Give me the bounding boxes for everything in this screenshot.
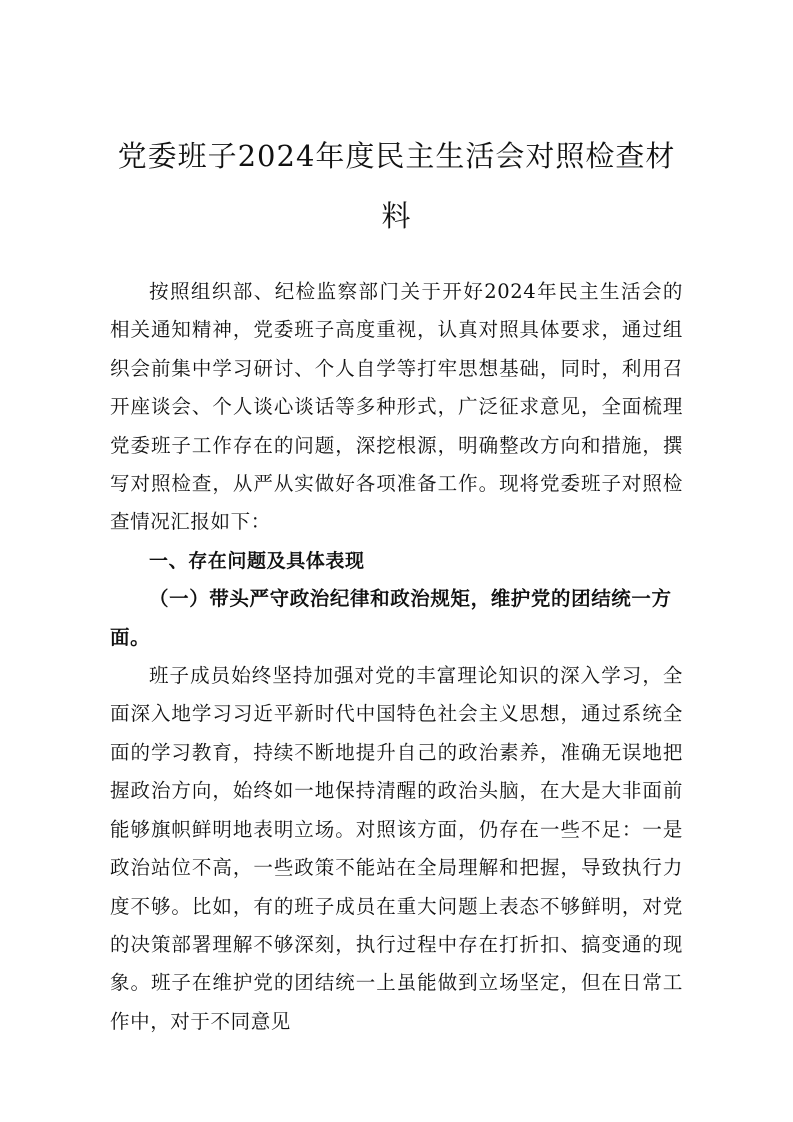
- title-line-2: 料: [381, 199, 412, 233]
- section-heading-1: 一、存在问题及具体表现: [149, 549, 365, 572]
- document-title: [110, 126, 683, 246]
- intro-paragraph: 按照组织部、纪检监察部门关于开好2024年民主生活会的相关通知精神，党委班子高度重视，认真对照具体要求，通过组织会前集中学习研讨、个人自学等打牢思想基础，同时，利用召开座谈会、个人谈心谈话等多种形式，广泛征求意见，全面梳理党委班子工作存在的问题，深挖根源，明确整改方向和措施，撰写对照检查，从严从实做好各项准备工作。现将党委班子对照检查情况汇报如下：: [110, 280, 683, 534]
- title-line-1: 党委班子2024年度民主生活会对照检查材: [117, 139, 676, 173]
- document-body: [110, 273, 683, 1041]
- body-paragraph-1: 班子成员始终坚持加强对党的丰富理论知识的深入学习，全面深入地学习习近平新时代中国特色社会主义思想，通过系统全面的学习教育，持续不断地提升自己的政治素养，准确无误地把握政治方向，始终如一地保持清醒的政治头脑，在大是大非面前能够旗帜鲜明地表明立场。对照该方面，仍存在一些不足：一是政治站位不高，一些政策不能站在全局理解和把握，导致执行力度不够。比如，有的班子成员在重大问题上表态不够鲜明，对党的决策部署理解不够深刻，执行过程中存在打折扣、搞变通的现象。班子在维护党的团结统一上虽能做到立场坚定，但在日常工作中，对于不同意见: [110, 664, 683, 1033]
- subsection-heading-1: （一）带头严守政治纪律和政治规矩，维护党的团结统一方面。: [110, 587, 672, 649]
